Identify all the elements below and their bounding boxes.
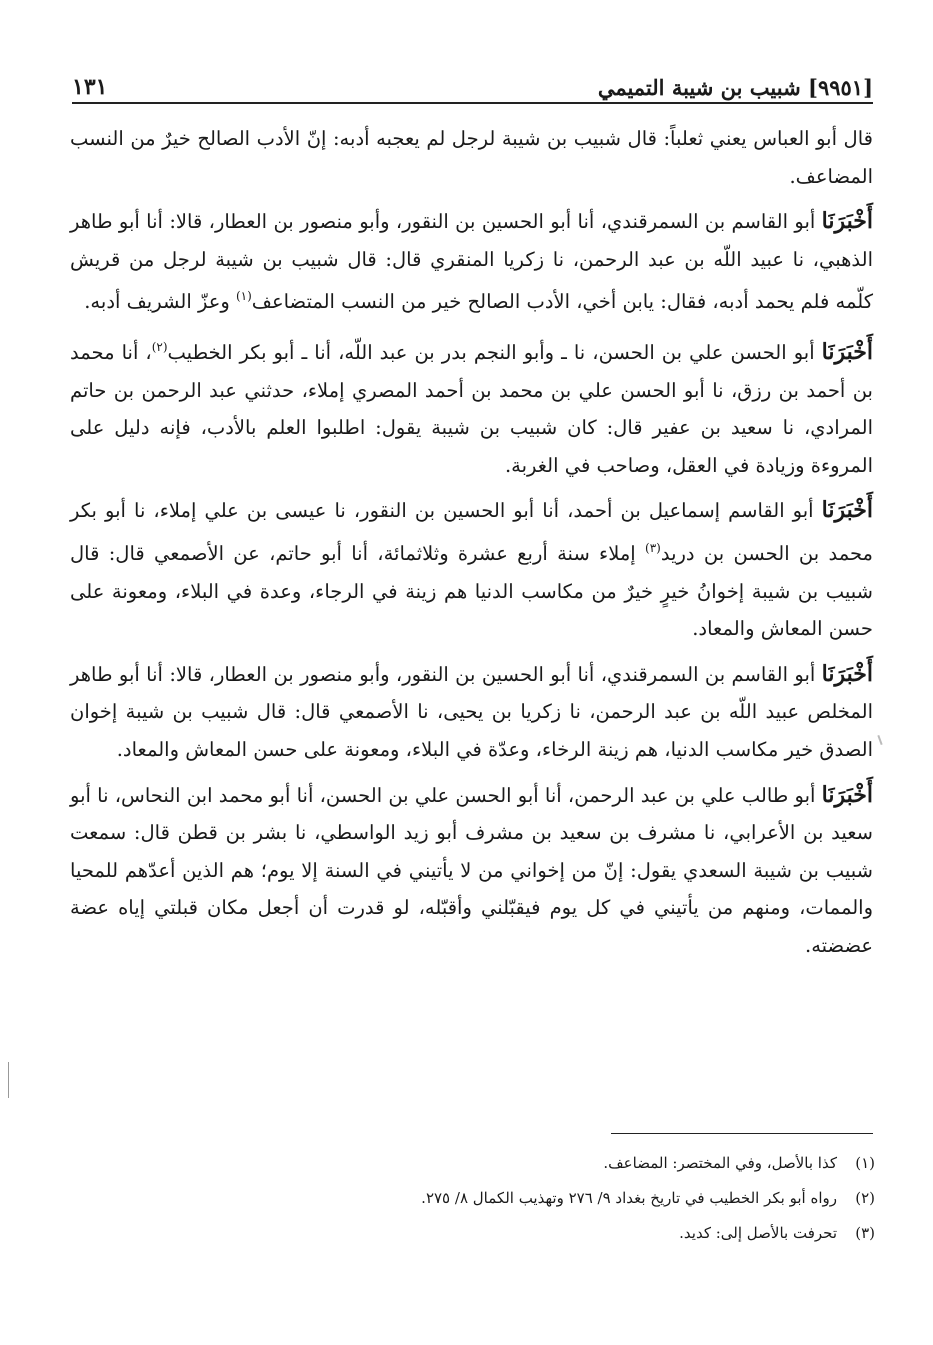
paragraph-text: أبو الحسن علي بن الحسن، نا ـ وأبو النجم بدر بن عبد اللّه، أنا ـ أبو بكر الخطيب [167, 340, 822, 364]
akhbarana-keyword: أَخْبَرَنَا [821, 781, 873, 808]
akhbarana-keyword: أَخْبَرَنَا [821, 208, 873, 235]
scan-speck [877, 735, 882, 745]
header-rule [72, 102, 873, 104]
footnote-reference[interactable]: (٣) [645, 540, 661, 555]
akhbarana-keyword: أَخْبَرَنَا [821, 497, 873, 524]
footnotes [90, 1146, 875, 1251]
paragraph-text: وعزّ الشريف أدبه. [84, 290, 236, 314]
paragraph-5 [70, 656, 873, 769]
footnote-3 [90, 1216, 875, 1251]
footnote-reference[interactable]: (٢) [151, 339, 168, 354]
scan-margin-mark [8, 1062, 9, 1098]
page-number: ١٣١ [72, 74, 108, 100]
footnote-2 [90, 1181, 875, 1216]
paragraph-text: قال أبو العباس يعني ثعلباً: قال شبيب بن شيبة لرجل لم يعجبه أدبه: إنّ الأدب الصالح خيرٌ من النسب المضاعف. [70, 127, 873, 188]
footnote-separator [611, 1133, 873, 1134]
footnote-text: تحرفت بالأصل إلى: كديد. [679, 1224, 837, 1242]
footnote-number: (١) [855, 1154, 875, 1172]
paragraph-2 [70, 203, 873, 321]
main-text [70, 120, 873, 972]
paragraph-3 [70, 329, 873, 484]
footnote-number: (٣) [855, 1224, 875, 1242]
paragraph-6 [70, 777, 873, 965]
paragraph-text: أبو القاسم بن السمرقندي، أنا أبو الحسين بن النقور، وأبو منصور بن العطار، قالا: أنا أبو طاهر الذهبي، نا عبيد اللّه بن عبد الرحمن، نا زكريا المنقري قال: قال شبيب بن شيبة لرجل من قريش كلّمه فلم يحمد أدبه، فقال: يابن أخي، الأدب الصالح خير من النسب المتضاعف [70, 210, 873, 314]
footnote-reference[interactable]: (١) [235, 289, 252, 304]
paragraph-4 [70, 492, 873, 647]
paragraph-1 [70, 120, 873, 195]
footnote-text: رواه أبو بكر الخطيب في تاريخ بغداد ٩/ ٢٧٦ وتهذيب الكمال ٨/ ٢٧٥. [421, 1189, 837, 1207]
paragraph-text: أبو طالب علي بن عبد الرحمن، أنا أبو الحسن علي بن الحسن، أنا أبو محمد ابن النحاس، نا أبو سعيد بن الأعرابي، نا مشرف بن سعيد بن مشرف أبو زيد الواسطي، نا بشر بن قطن قال: سمعت شبيب بن شيبة السعدي يقول: إنّ من إخواني من لا يأتيني في السنة إلا يوم؛ هم الذين أعدّهم للمحيا والممات، ومنهم من يأتيني في كل يوم فيقبّلني وأقبّله، لو قدرت أن أجعل مكان قبلتي إياه عضة عضضته. [70, 783, 873, 957]
footnote-number: (٢) [855, 1189, 875, 1207]
footnote-text: كذا بالأصل، وفي المختصر: المضاعف. [603, 1154, 837, 1172]
running-head [72, 58, 873, 100]
akhbarana-keyword: أَخْبَرَنَا [821, 660, 873, 687]
paragraph-text: أبو القاسم إسماعيل بن أحمد، أنا أبو الحسين بن النقور، نا عيسى بن علي إملاء، نا أبو بكر محمد بن الحسن بن دريد [70, 499, 874, 565]
akhbarana-keyword: أَخْبَرَنَا [821, 338, 873, 365]
footnote-1 [90, 1146, 875, 1181]
paragraph-text: ، أنا محمد بن أحمد بن رزق، نا أبو الحسن علي بن محمد بن أحمد المصري إملاء، حدثني عبد الرحمن بن حاتم المرادي، نا سعيد بن عفير قال: كان شبيب بن شيبة يقول: اطلبوا العلم بالأدب، فإنه دليل على المروءة وزيادة في العقل، وصاحب في الغربة. [70, 340, 873, 477]
paragraph-text: إملاء سنة أربع عشرة وثلاثمائة، أنا أبو حاتم، عن الأصمعي قال: قال شبيب بن شيبة إخوانُ خيرٍ خيرٌ من مكاسب الدنيا هم زينة في الرجاء، وعدة في البلاء، ومعونة على حسن المعاش والمعاد. [70, 541, 873, 641]
paragraph-text: أبو القاسم بن السمرقندي، أنا أبو الحسين بن النقور، وأبو منصور بن العطار، قالا: أنا أبو طاهر المخلص عبيد اللّه بن عبد الرحمن، نا زكريا بن يحيى، نا الأصمعي قال: قال شبيب بن شيبة إخوان الصدق خير مكاسب الدنيا، هم زينة الرخاء، وعدّة في البلاء، ومعونة على حسن المعاش والمعاد. [70, 662, 873, 761]
running-head-title: [٩٩٥١] شبيب بن شيبة التميمي [597, 75, 873, 100]
